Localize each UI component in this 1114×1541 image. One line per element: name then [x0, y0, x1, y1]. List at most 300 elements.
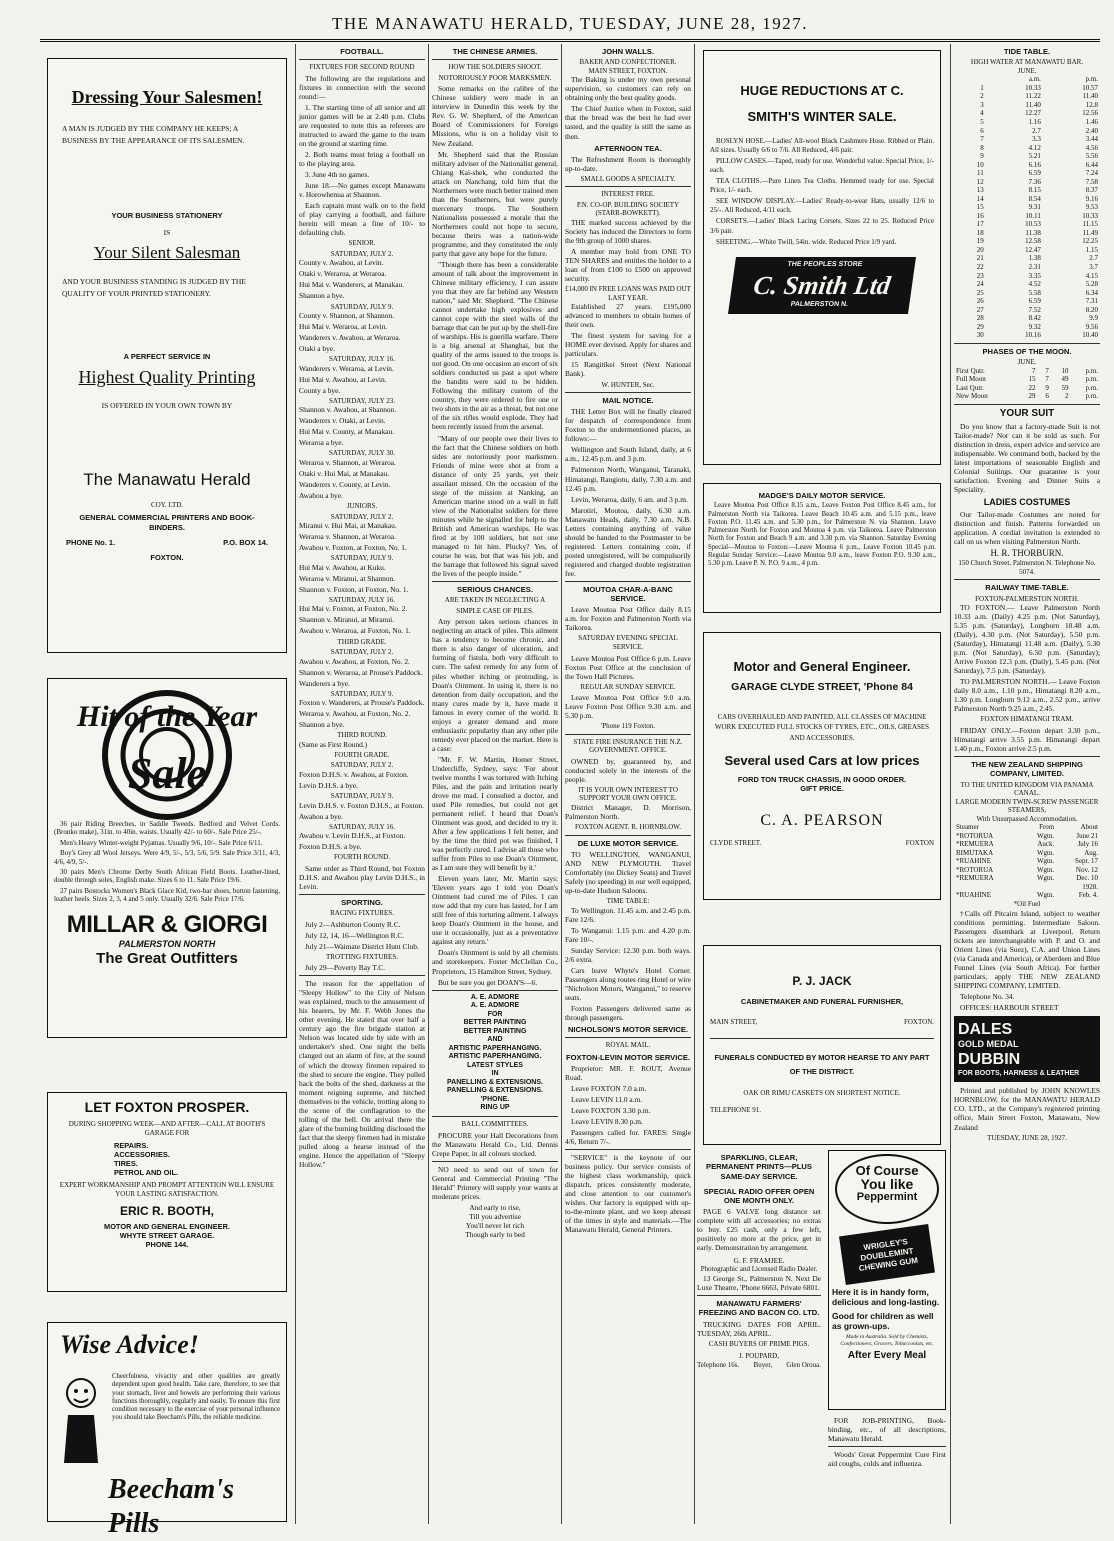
- paragraph: A member may hold from ONE TO TEN SHARES and entitles the holder to a loan of from £100 to £500 on approved security.: [565, 247, 691, 284]
- section-heading: SPORTING.: [341, 897, 383, 907]
- divider: [954, 343, 1100, 344]
- table-cell: [954, 883, 1022, 892]
- masthead-title: THE MANAWATU HERALD, TUESDAY, JUNE 28, 1927.: [331, 14, 809, 33]
- table-cell: 11.38: [1025, 228, 1041, 237]
- ad-text: TELEPHONE 91.: [710, 1105, 761, 1114]
- text-line: W. HUNTER, Sec.: [601, 380, 655, 389]
- table-cell: Auck.: [1037, 840, 1055, 849]
- table-cell: 12.8: [1085, 100, 1098, 109]
- section-subheading: REGULAR SUNDAY SERVICE.: [580, 682, 676, 691]
- table-cell: 5.28: [1085, 280, 1098, 289]
- table-cell: 22: [976, 263, 984, 271]
- fixture-date: SATURDAY, JULY 9.: [330, 791, 394, 800]
- fixture-game: Otaki a bye.: [299, 344, 335, 354]
- table-cell: 6.16: [1028, 160, 1041, 169]
- paragraph: 1. The starting time of all senior and all junior games will be at 2.40 p.m. Clubs are requested to note this as referees are instructed to award the game to the team on the ground at starting time.: [299, 102, 425, 148]
- ad-phone-row: [66, 538, 268, 547]
- ad-text: CLYDE STREET.: [710, 838, 762, 847]
- section-heading: THE NEW ZEALAND SHIPPING COMPANY, LIMITED.: [971, 760, 1083, 779]
- table-cell: 18: [976, 228, 984, 237]
- moon-row: [954, 384, 1100, 393]
- ad-beechams: [47, 1322, 287, 1540]
- ad-heading: ERIC R. BOOTH,: [119, 1204, 214, 1219]
- fixture-game: Hui Mai v. Foxton, at Foxton, No. 2.: [299, 604, 408, 614]
- tide-row: [954, 135, 1100, 144]
- table-cell: 10.16: [1025, 331, 1041, 340]
- table-cell: 2.7: [1032, 126, 1041, 135]
- paragraph: July 12, 14, 16—Wellington R.C.: [305, 930, 405, 940]
- paragraph: Telephone No. 34.: [960, 991, 1015, 1001]
- text-line: FOXTON AGENT. R. HORNBLOW.: [574, 823, 682, 832]
- divider: [565, 835, 691, 836]
- ad-line: A. E. ADMORE: [470, 1002, 520, 1010]
- paragraph: PAGE 6 VALVE long distance set complete with all accessories; no extras to buy. £25 cash, only a few left, positively no more at the price, get in early. Demonstration by arrangement.: [697, 1207, 821, 1253]
- fixture-game: Hui Mai v. Awahou, at Kuku.: [299, 562, 386, 572]
- table-cell: 11.22: [1025, 92, 1041, 101]
- text-line: J. POUPARD,: [738, 1352, 779, 1361]
- fixture-date: SATURDAY, JULY 9.: [330, 689, 394, 698]
- divider: [954, 404, 1100, 405]
- tide-row: [954, 212, 1100, 221]
- section-heading: NICHOLSON'S MOTOR SERVICE.: [567, 1024, 689, 1034]
- ad-text: EXPERT WORKMANSHIP AND PROMPT ATTENTION WILL ENSURE YOUR LASTING SATISFACTION.: [59, 1181, 275, 1198]
- ad-text: A PERFECT SERVICE IN: [123, 351, 211, 361]
- grade-heading: JUNIORS.: [346, 502, 378, 511]
- tide-row: [954, 272, 1100, 281]
- table-cell: 7.31: [1085, 297, 1098, 306]
- table-cell: 9.56: [1085, 322, 1098, 331]
- table-cell: 12.25: [1082, 237, 1098, 246]
- tide-row: [954, 314, 1100, 323]
- table-cell: 11.40: [1082, 92, 1098, 101]
- text-line: TO THE UNITED KINGDOM VIA PANAMA CANAL.: [960, 780, 1094, 798]
- fixture-date: SATURDAY, JULY 2.: [330, 249, 394, 258]
- table-cell: 12.58: [1025, 237, 1041, 246]
- table-cell: 5.58: [1028, 288, 1041, 297]
- ad-text: COY. LTD.: [150, 500, 184, 509]
- smith-logo: [728, 257, 916, 314]
- divider: [299, 59, 425, 60]
- table-cell: 12.27: [1025, 109, 1041, 118]
- masthead: [40, 8, 1100, 42]
- fixture-game: Levin D.H.S. v. Foxton D.H.S., at Foxton.: [299, 800, 424, 810]
- smith-logo-bottom: PALMERSTON N.: [790, 301, 849, 308]
- tide-row: [954, 195, 1100, 204]
- fixture-game: Shannon v. Weraroa, at Prouse's Paddock.: [299, 667, 423, 677]
- divider: [697, 1295, 821, 1296]
- table-cell: 3: [980, 100, 984, 109]
- table-cell: 12: [976, 177, 984, 186]
- fixture-game: Awahou v. Foxton, at Foxton, No. 1.: [299, 543, 407, 553]
- tide-row: [954, 323, 1100, 332]
- ship-row: [954, 840, 1100, 849]
- tide-row: [954, 109, 1100, 118]
- ad-line: BETTER PAINTING: [463, 1027, 527, 1035]
- table-cell: 6.59: [1028, 169, 1041, 178]
- table-cell: 8.54: [1028, 194, 1041, 203]
- paragraph: Mr. Shepherd said that the Russian military adviser of the Nationalist general, Chiang Kai-shek, who conducted the attack on Nanchang, told him that the Northerners were much better trained men than the Southerners, but were purely mercenary troops. The Southern Nationalists possessed a morale that the Northerners could not hope to secure, because theirs was a nation-wide programme, and they constituted the only party that gave any hope for the future.: [432, 149, 558, 258]
- table-cell: p.m.: [1085, 383, 1098, 392]
- text-line: Buyer,: [753, 1360, 773, 1369]
- paragraph: District Manager, D. Morrison, Palmerston North.: [565, 802, 691, 821]
- paragraph: "Though there has been a considerable amount of talk about the improvement in Chinese military efficiency, I can assure you that they are far behind any Western nation," said Mr. Shepherd. "The Chinese cannot undertake high explosives and cannot cope with the steel walls of the barrage that can be put up by the shell-fire of warships. His is guerilla warfare. There is a big arsenal at Shanghai, but the quality of the arms issued to the troops is not good. On one occasion an escort of six soldiers conducted us past a spot where the bandits were said to be hidden. Following the military custom of the country, they were ordered to fire one or two shots in the air as a threat, but not one of the six rifles would explode. They had been recently issued from the arsenal.: [432, 259, 558, 432]
- table-cell: 7: [1045, 375, 1049, 384]
- table-cell: p.m.: [1085, 375, 1098, 384]
- table-cell: 3.44: [1085, 135, 1098, 144]
- section-subheading: ROYAL MAIL.: [605, 1041, 651, 1050]
- table-cell: 59: [1061, 383, 1069, 392]
- divider: [565, 734, 691, 735]
- ad-title: GARAGE CLYDE STREET, 'Phone 84: [731, 680, 913, 693]
- paragraph: The Chief Justice when in Foxton, said that the bread was the best he had ever tasted, and the quality is still the same as then.: [565, 104, 691, 141]
- paragraph: FRIDAY ONLY.—Foxton depart 3.30 p.m., Himatangi arrive 3.55 p.m. Himatangi depart 1.40 p.m., Foxton arrive 2.5 p.m.: [954, 725, 1100, 753]
- ad-heading: You like: [860, 1176, 914, 1192]
- table-cell: 49: [1061, 375, 1069, 384]
- hit-item: 30 pairs Men's Chrome Derby South African Field Boots. Leather-lined, double through soles, English make. Sizes 6 to 11. Sale Price 19/6.: [54, 867, 280, 885]
- ad-heading: DUBBIN: [958, 1051, 1021, 1069]
- fixture-date: SATURDAY, JULY 30.: [329, 449, 395, 458]
- column-rule: [295, 44, 296, 1524]
- fixture-list: [299, 761, 425, 851]
- text-line: 'Phone 119 Foxton.: [600, 722, 656, 731]
- section-heading: PHASES OF THE MOON.: [982, 346, 1072, 356]
- ad-heading: Your Silent Salesman: [93, 243, 241, 263]
- verse-line: And early to rise,: [469, 1202, 521, 1212]
- section-subheading: TROTTING FIXTURES.: [326, 952, 398, 961]
- fixture-game: Awahou a bye.: [299, 811, 343, 821]
- table-cell: Sept. 17: [1075, 857, 1098, 866]
- paragraph: To Wellington. 11.45 a.m. and 2.45 p.m. Fare 12/6.: [565, 905, 691, 924]
- fixture-date: SATURDAY, JULY 16.: [329, 822, 395, 831]
- text-line: P.N. CO-OP. BUILDING SOCIETY (STARR-BOWKETT).: [576, 200, 680, 218]
- ad-text: AND YOUR BUSINESS STANDING IS JUDGED BY THE QUALITY OF YOUR PRINTED STATIONERY.: [62, 276, 246, 298]
- fixture-list: [299, 648, 425, 749]
- tide-row: [954, 152, 1100, 161]
- table-cell: Wgtn.: [1036, 874, 1055, 883]
- fixture-game: Awahou a bye.: [299, 491, 343, 501]
- paragraph: But be sure you get DOAN'S—6.: [438, 977, 538, 987]
- section-subheading: RACING FIXTURES.: [330, 909, 394, 918]
- section-heading: LADIES COSTUMES: [983, 497, 1071, 508]
- paragraph: Do you know that a factory-made Suit is not Tailor-made? Nor can it be sold as such. For distinction in dress, expert advice and service are indispensable. We command both, backed by the latest importations of seasonable English and Colonial Suitings. Our guarantee is your satisfaction. Evening and Dinner Suits a Speciality.: [954, 421, 1100, 495]
- table-cell: 10: [1061, 366, 1069, 375]
- table-cell: 1.16: [1028, 117, 1041, 126]
- fixture-date: SATURDAY, JULY 16.: [329, 355, 395, 364]
- table-cell: 1.15: [1085, 245, 1098, 254]
- moon-row: [954, 367, 1100, 376]
- table-cell: 10.40: [1082, 331, 1098, 340]
- paragraph: The finest system for saving for a HOME ever devised. Apply for shares and particulars.: [565, 331, 691, 359]
- table-cell: 4.12: [1028, 143, 1041, 152]
- sale-item: TEA CLOTHS.—Pure Linen Tea Cloths. Hemmed ready for use. Special Price, 1/- each.: [710, 177, 934, 195]
- section-subheading: FIXTURES FOR SECOND ROUND: [309, 63, 415, 72]
- table-cell: 6.44: [1085, 160, 1098, 169]
- ad-text: OAK OR RIMU CASKETS ON SHORTEST NOTICE.: [743, 1089, 901, 1098]
- table-cell: 20: [976, 245, 984, 254]
- section-subheading: FOXTON HIMATANGI TRAM.: [980, 715, 1074, 724]
- fixture-game: Otaki v. Hui Mai, at Manakau.: [299, 469, 390, 478]
- sale-item: SHEETING.—White Twill, 54in. wide. Reduced Price 1/9 yard.: [716, 237, 897, 246]
- paragraph: Leave LEVIN 8.30 p.m.: [571, 1117, 643, 1127]
- fixture-date: SATURDAY, JULY 23.: [329, 396, 395, 405]
- ad-text: Good for children as well as grown-ups.: [832, 1310, 934, 1331]
- text-line: G. F. FRAMJEE.: [733, 1256, 785, 1266]
- table-cell: 7: [1031, 366, 1036, 375]
- table-cell: *ROTORUA: [956, 865, 994, 874]
- text-line: Telephone 16s.: [697, 1360, 740, 1369]
- ad-heading: DALES: [958, 1020, 1013, 1038]
- hit-title: Hit of the Year: [76, 700, 258, 733]
- ad-title: Motor and General Engineer.: [733, 659, 911, 674]
- table-cell: Nov. 12: [1075, 865, 1098, 874]
- fixture-game: Awahou v. Weraroa, at Foxton, No. 1.: [299, 626, 411, 636]
- tide-row: [954, 186, 1100, 195]
- ad-line: PANELLING & EXTENSIONS.: [447, 1078, 543, 1086]
- paragraph: The Baking is under my own personal supervision, so customers can rely on obtaining only the best quality goods.: [565, 75, 691, 103]
- table-cell: 7.52: [1028, 305, 1041, 314]
- verse-line: Though early to bed: [465, 1229, 525, 1239]
- fixture-game: Wanderers v. Otaki, at Levin.: [299, 416, 386, 426]
- fixture-list: [299, 250, 425, 500]
- table-cell: Wgtn.: [1036, 848, 1055, 857]
- table-cell: 7.24: [1085, 169, 1098, 178]
- ad-line: 'PHONE.: [480, 1095, 510, 1103]
- tide-row: [954, 101, 1100, 110]
- table-cell: 22: [1028, 383, 1036, 392]
- fixture-game: Awahou v. Levin D.H.S., at Foxton.: [299, 831, 406, 841]
- table-cell: July 16: [1077, 840, 1098, 849]
- paragraph: Same order as Third Round, but Foxton D.H.S. and Awahou play Levin D.H.S., in Levin.: [299, 863, 425, 891]
- table-cell: p.m.: [1085, 366, 1098, 375]
- table-cell: 11: [977, 169, 984, 178]
- paragraph: Foxton Passengers delivered same as through passengers.: [565, 1003, 691, 1022]
- paragraph: TO WELLINGTON, WANGANUI, AND NEW PLYMOUTH. Travel Comfortably (no Dickey Seats) and Travel Safely (no speeding) in our well equipped, up-to-date Hudson Saloons.: [565, 849, 691, 895]
- ad-text: FOXTON: [905, 838, 934, 847]
- ad-title: HUGE REDUCTIONS AT C.: [740, 83, 904, 98]
- table-cell: Wgtn.: [1036, 891, 1055, 900]
- ad-text: P.O. BOX 14.: [223, 537, 268, 547]
- ad-item: TIRES.: [114, 1159, 138, 1169]
- table-cell: Aug.: [1084, 848, 1098, 857]
- sale-item: ROSLYN HOSE.—Ladies' All-wool Black Cashmere Hose. Ribbed or Plain. All sizes. Usually 6/6 to 7/6. All Reduced, 4/6 pair.: [710, 136, 934, 154]
- column-rule: [428, 44, 429, 1524]
- section-heading: DE LUXE MOTOR SERVICE.: [577, 838, 679, 848]
- contact-row: [697, 1361, 821, 1370]
- ad-smiths-winter-sale: [703, 50, 941, 465]
- table-cell: [1022, 883, 1057, 892]
- table-cell: 16: [976, 211, 984, 220]
- tide-row: [954, 331, 1100, 340]
- paragraph: Sunday Service: 12.30 p.m. both ways. 2/6 extra.: [565, 945, 691, 964]
- divider: [954, 756, 1100, 757]
- section-heading: FOXTON-LEVIN MOTOR SERVICE.: [565, 1052, 691, 1062]
- hit-brand: MILLAR & GIORGI: [66, 910, 268, 938]
- moon-table: [954, 367, 1100, 401]
- paragraph: Cars leave Whyte's Hotel Corner. Passengers along routes ring Hotel or wire "Nicholson Motors, Wanganui," to reserve seats.: [565, 965, 691, 1002]
- paragraph: Leave FOXTON 3.30 p.m.: [571, 1106, 651, 1116]
- tide-row: [954, 306, 1100, 315]
- paragraph: TO FOXTON.— Leave Palmerston North 10.33 a.m. (Daily) 4.25 p.m. (Not Saturday), 5.35 p.m. (Saturday), Longburn 10.48 a.m. (Daily), 4.30 p.m. (Not Saturday), 5.50 p.m. (Saturday), Himatangi 11.48 a.m. (Daily), 5.30 p.m. (Not Saturday), 6.50 p.m. (Saturday); Arrive Foxton 12.3 p.m. (Daily), 5.45 p.m. (Not Saturday), 7.5 p.m. (Saturday).: [954, 603, 1100, 676]
- ad-hit-of-the-year: [47, 678, 287, 1038]
- paragraph: OFFICES: HARBOUR STREET: [960, 1002, 1059, 1012]
- table-cell: 6: [1045, 392, 1049, 401]
- text-line: TIME TABLE:: [606, 896, 650, 905]
- paragraph: Leave Moutoa Post Office 9.0 a.m. Leave Foxton Post Office 9.30 a.m. and 5.30 p.m.: [565, 693, 691, 721]
- table-cell: Last Qutr.: [956, 383, 984, 392]
- fixture-game: Awahou v. Awahou, at Foxton, No. 2.: [299, 656, 410, 666]
- ad-dressing-salesmen: [47, 58, 287, 653]
- smith-logo-name: C. Smith Ltd: [751, 270, 893, 300]
- hit-brand-town: PALMERSTON NORTH: [118, 938, 216, 949]
- column-chinese-armies: [432, 44, 558, 1524]
- table-cell: 8: [980, 143, 984, 152]
- table-cell: Dec. 10: [1076, 874, 1098, 883]
- fixture-game: Levin D.H.S. a bye.: [299, 780, 358, 790]
- fixture-game: Weraroa v. Awahou, at Foxton, No. 2.: [299, 709, 411, 719]
- ship-header: [954, 823, 1100, 832]
- section-heading: RAILWAY TIME-TABLE.: [985, 583, 1069, 593]
- paragraph: Some remarks on the calibre of the Chinese soldiery were made in an interview in Dunedin this week by the Rev. G. W. Shepherd, of the American Board of Commissioners for Foreign Missions, who is on a holiday visit to New Zealand.: [432, 84, 558, 148]
- divider: [432, 1161, 558, 1162]
- paragraph: Levin, Weraroa, daily, 6 am. and 3 p.m.: [571, 494, 688, 504]
- ad-line: ARTISTIC PAPERHANGING.: [448, 1053, 542, 1061]
- text-line: *Oil Fuel: [1013, 899, 1041, 908]
- divider: [299, 975, 425, 976]
- moon-row: [954, 392, 1100, 401]
- section-heading: AFTERNOON TEA.: [594, 143, 662, 153]
- fixture-game: Shannon a bye.: [299, 720, 345, 730]
- table-cell: 9.53: [1085, 203, 1098, 212]
- tide-row: [954, 169, 1100, 178]
- section-subheading: SIMPLE CASE OF PILES.: [456, 606, 534, 615]
- ad-text: Leave Moutoa Post Office 8.15 a.m., Leave Foxton Post Office 8.45 a.m., for Palmerston North via Taikorea. Leave Beach 10.45 a.m. and 5.15 p.m., leave Foxton P.O. 11.45 a.m. and 5.30 p.m., for Palmerston N. via Shannon. Leave Palmerston North for Foxton and Moutoa 4 p.m. via Taikorea. Leave Palmerston North for Foxton and Beach 9 a.m. and 3.30 p.m. via Shannon. Saturday Evening Special—Moutoa to Foxton:—Leave Moutoa 6 p.m., Leave Foxton 10.45 p.m. Regular Sunday Service:—Leave Moutoa 9.0 a.m., leave Foxton P.O. 9.30 a.m., 5.30 p.m. Leave P. N. P.O. 9 a.m., 4 p.m.: [708, 502, 936, 568]
- ad-line: BETTER PAINTING: [463, 1019, 527, 1027]
- table-cell: 15: [976, 203, 984, 212]
- divider: [565, 1037, 691, 1038]
- ad-brand: Beecham's Pills: [108, 1474, 234, 1540]
- ad-item: REPAIRS.: [114, 1141, 149, 1151]
- ad-text: PHONE 144.: [145, 1240, 189, 1250]
- text-line: CASH BUYERS OF PRIME PIGS.: [708, 1339, 810, 1348]
- ship-row: [954, 832, 1100, 841]
- smith-logo-top: THE PEOPLES STORE: [786, 260, 863, 268]
- verse-line: Till you advertise: [469, 1211, 521, 1221]
- tide-row: [954, 178, 1100, 187]
- section-heading: JOHN WALLS.: [602, 47, 654, 56]
- section-subheading: NOTORIOUSLY POOR MARKSMEN.: [438, 73, 552, 82]
- fixture-game: Weraroa v. Miranui, at Shannon.: [299, 573, 396, 583]
- ad-line: A. E. ADMORE: [470, 993, 520, 1001]
- fixture-game: Foxton D.H.S. a bye.: [299, 842, 362, 852]
- table-cell: 1.38: [1028, 254, 1041, 263]
- ad-line: IN: [491, 1070, 499, 1078]
- ad-line: FOR: [487, 1010, 503, 1018]
- table-cell: 6.59: [1028, 297, 1041, 306]
- table-cell: 9: [1045, 383, 1049, 392]
- paragraph: TO PALMERSTON NORTH.— Leave Foxton daily 8.0 a.m., 1.10 p.m., Himatangi 8.20 a.m., 1.30 p.m. Longburn 9.12 a.m., 2.52 p.m., arrive Palmerston North 9.25 a.m., 2.45.: [954, 677, 1100, 714]
- table-cell: RIMUTAKA: [956, 848, 994, 857]
- table-cell: 10.11: [1025, 211, 1041, 220]
- section-subheading: STATE FIRE INSURANCE THE N.Z. GOVERNMENT. OFFICE.: [573, 737, 683, 755]
- paragraph: Eleven years later, Mr. Martin says: 'Eleven years ago I told you Doan's Ointment had cured me of Piles. I can now add that my cure has lasted, for I am still free of this torturing ailment. I always keep Doan's Ointment in the house, and use it occasionally, just as a preventative against any return.': [432, 874, 558, 947]
- text-line: LARGE MODERN TWIN-SCREW PASSENGER STEAMERS,: [955, 797, 1099, 815]
- table-cell: 11.49: [1082, 228, 1098, 237]
- ad-let-foxton-prosper: [47, 1092, 287, 1292]
- ad-line: ARTISTIC PAPERHANGING.: [448, 1044, 542, 1052]
- table-cell: p.m.: [1085, 392, 1098, 401]
- fixture-game: Hui Mai v. Awahou, at Levin.: [299, 374, 387, 384]
- table-cell: 12.47: [1025, 245, 1041, 254]
- hit-item: 27 pairs Bostocks Women's Black Glace Kid, two-bar shoes, button fastening, leather heels. Sizes 2, 3, 4 and 5 only. Usually 32/6. Sale Price 17/6.: [54, 886, 280, 904]
- tide-row: [954, 297, 1100, 306]
- fixture-date: THIRD ROUND.: [337, 731, 387, 740]
- text-line: SMALL GOODS A SPECIALTY.: [580, 174, 676, 183]
- ad-line: LATEST STYLES: [467, 1061, 523, 1069]
- paragraph: Marotiri, Moutoa, daily, 6.30 a.m. Manawatu Heads, daily, 7.30 a.m. N.B. Letters containing anything of value should be handed to the Postmaster to be registered. Letters containing coin, if posted unregistered, will be compulsorily registered and charged double registration fee.: [565, 505, 691, 578]
- column-small-notices: [828, 1416, 946, 1524]
- ad-title: LET FOXTON PROSPER.: [84, 1099, 250, 1115]
- paragraph: THE Letter Box will be finally cleared for despatch of correspondence from Foxton to the undermentioned places, as follows:—: [565, 407, 691, 444]
- tide-row: [954, 127, 1100, 136]
- divider: [954, 579, 1100, 580]
- ad-title: SMITH'S WINTER SALE.: [747, 108, 897, 124]
- ad-title: P. J. JACK: [792, 974, 852, 988]
- table-cell: June 21: [1076, 831, 1098, 840]
- ad-pj-jack: [703, 945, 941, 1145]
- ad-text: FOXTON.: [903, 1017, 934, 1026]
- table-cell: 3.7: [1089, 263, 1098, 271]
- table-cell: 5: [980, 117, 984, 126]
- ad-title: Wise Advice!: [60, 1330, 199, 1359]
- imprint-date: TUESDAY, JUNE 28, 1927.: [987, 1133, 1067, 1142]
- ad-text: GENERAL COMMERCIAL PRINTERS AND BOOK-BINDERS.: [79, 513, 255, 532]
- tide-row: [954, 161, 1100, 170]
- table-cell: 10.33: [1025, 83, 1041, 92]
- ship-row: [954, 883, 1100, 892]
- paragraph: July 2—Ashburton County R.C.: [305, 919, 401, 929]
- section-subheading: BALL COMMITTEES.: [461, 1120, 529, 1128]
- table-cell: 2: [980, 92, 984, 101]
- tide-row: [954, 289, 1100, 298]
- fixture-game: Foxton v. Wanderers, at Prouse's Paddock.: [299, 698, 425, 708]
- divider: [299, 894, 425, 895]
- fixture-game: Shannon v. Foxton, at Foxton, No. 1.: [299, 584, 409, 594]
- ad-heading: The Manawatu Herald: [83, 470, 251, 490]
- table-cell: 25: [976, 288, 984, 297]
- paragraph: Passengers called for. FARES: Single 4/6, Return 7/-.: [565, 1128, 691, 1147]
- ad-text: Here it is in handy form, delicious and long-lasting.: [832, 1287, 940, 1308]
- sale-item: PILLOW CASES.—Taped, ready for use. Wonderful value. Special Price, 1/- each.: [710, 156, 934, 174]
- section-heading: SERIOUS CHANCES.: [457, 585, 533, 594]
- divider: [432, 1116, 558, 1117]
- tide-col-pm: p.m.: [1085, 75, 1098, 84]
- table-cell: 30: [976, 331, 984, 340]
- ad-text: MAIN STREET,: [710, 1017, 758, 1026]
- fixture-game: Foxton D.H.S. v. Awahou, at Foxton.: [299, 769, 409, 779]
- ship-col: From: [1039, 823, 1055, 832]
- paragraph: 15 Rangitikei Street (Next National Bank).: [565, 360, 691, 379]
- tide-row: [954, 118, 1100, 127]
- grade-heading: THIRD GRADE.: [337, 637, 387, 646]
- text-line: £14,000 IN FREE LOANS WAS PAID OUT LAST YEAR.: [565, 285, 691, 302]
- table-cell: 2.31: [1028, 263, 1041, 271]
- section-heading: MANAWATU FARMERS' FREEZING AND BACON CO. LTD.: [698, 1299, 820, 1318]
- paragraph: Leave LEVIN 11.0 a.m.: [571, 1095, 643, 1104]
- paragraph: FOR JOB-PRINTING, Book-binding, etc., of all descriptions, Manawatu Herald.: [828, 1416, 946, 1444]
- text-line: FOXTON-PALMERSTON NORTH.: [975, 594, 1079, 603]
- table-cell: 24: [976, 280, 984, 289]
- section-subheading: ARE TAKEN IN NEGLECTING A: [444, 596, 546, 605]
